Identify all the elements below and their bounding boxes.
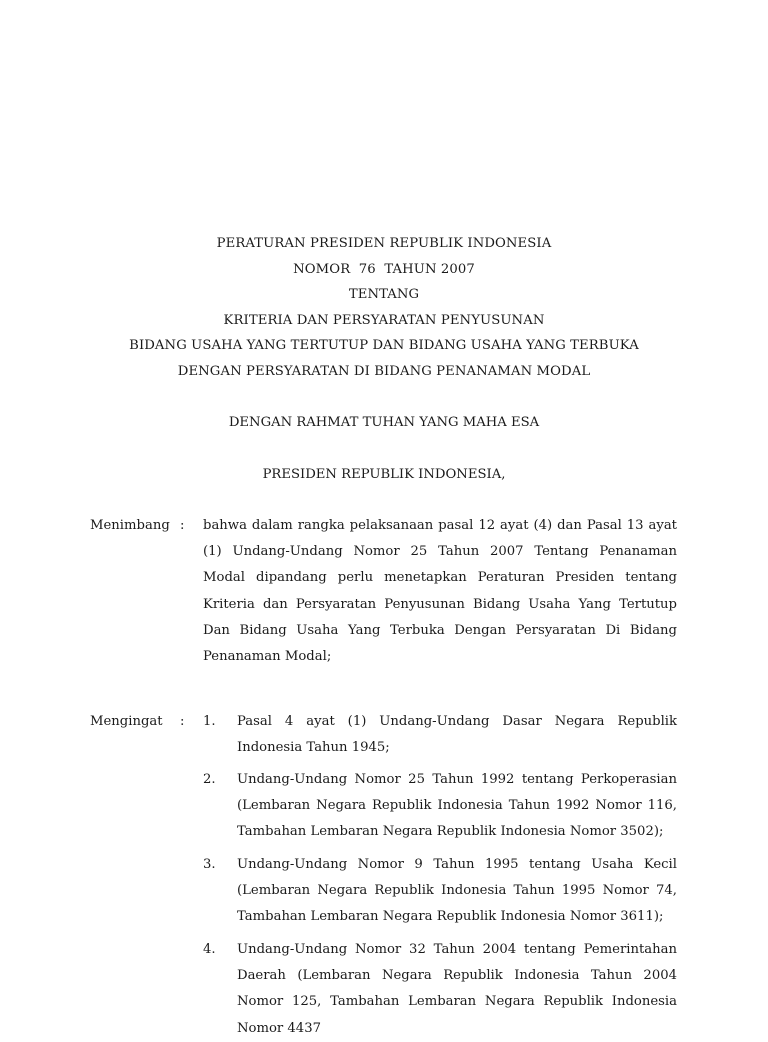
mengingat-item: [237, 852, 677, 931]
mengingat-item-line: Undang-Undang Nomor 32 Tahun 2004 tentang Pemerintahan: [237, 942, 677, 957]
mengingat-item-line: Nomor 4437: [237, 1020, 321, 1036]
menimbang-colon: :: [180, 518, 185, 533]
mengingat-item: [237, 709, 677, 761]
menimbang-label: Menimbang: [90, 518, 170, 533]
mengingat-item-line: (Lembaran Negara Republik Indonesia Tahun 1995 Nomor 74,: [237, 883, 677, 899]
mengingat-item: [237, 937, 677, 1036]
menimbang-line: Kriteria dan Persyaratan Penyusunan Bidang Usaha Yang Tertutup: [203, 596, 677, 612]
menimbang-line: Modal dipandang perlu menetapkan Peraturan Presiden tentang: [203, 570, 677, 586]
mengingat-item-line: Tambahan Lembaran Negara Republik Indonesia Nomor 3611);: [237, 909, 664, 925]
mengingat-item-line: Undang-Undang Nomor 25 Tahun 1992 tentang Perkoperasian: [237, 772, 677, 787]
mengingat-item-line: (Lembaran Negara Republik Indonesia Tahun 1992 Nomor 116,: [237, 798, 677, 814]
mengingat-colon: :: [180, 714, 185, 729]
mengingat-item-line: Nomor 125, Tambahan Lembaran Negara Republik Indonesia: [237, 994, 677, 1010]
mengingat-item-line: Pasal 4 ayat (1) Undang-Undang Dasar Negara Republik: [237, 714, 677, 729]
mengingat-item-line: Tambahan Lembaran Negara Republik Indonesia Nomor 3502);: [237, 824, 664, 840]
mengingat-item-number: 4.: [203, 942, 216, 957]
title-line-number: NOMOR 76 TAHUN 2007: [293, 261, 475, 277]
title-line-regulation: PERATURAN PRESIDEN REPUBLIK INDONESIA: [216, 236, 552, 251]
mengingat-item-number: 2.: [203, 772, 216, 787]
mengingat-item-line: Undang-Undang Nomor 9 Tahun 1995 tentang Usaha Kecil: [237, 857, 677, 872]
mengingat-item-number: 3.: [203, 857, 216, 872]
menimbang-paragraph: [203, 513, 677, 670]
menimbang-line: (1) Undang-Undang Nomor 25 Tahun 2007 Tentang Penanaman: [203, 544, 677, 560]
menimbang-line: Penanaman Modal;: [203, 648, 332, 664]
document-title-block: [0, 231, 768, 385]
title-line-subject-1: KRITERIA DAN PERSYARATAN PENYUSUNAN: [223, 312, 545, 328]
title-line-subject-2: BIDANG USAHA YANG TERTUTUP DAN BIDANG USAHA YANG TERBUKA: [129, 338, 639, 354]
menimbang-line: bahwa dalam rangka pelaksanaan pasal 12 ayat (4) dan Pasal 13 ayat: [203, 518, 677, 533]
mengingat-item: [237, 767, 677, 846]
mengingat-item-line: Daerah (Lembaran Negara Republik Indonesia Tahun 2004: [237, 968, 677, 984]
mengingat-item-number: 1.: [203, 714, 216, 729]
invocation-line: DENGAN RAHMAT TUHAN YANG MAHA ESA: [228, 415, 540, 430]
menimbang-line: Dan Bidang Usaha Yang Terbuka Dengan Persyaratan Di Bidang: [203, 622, 677, 638]
mengingat-item-line: Indonesia Tahun 1945;: [237, 740, 390, 756]
mengingat-label: Mengingat: [90, 714, 163, 729]
title-line-about: TENTANG: [348, 287, 420, 303]
issuer-line: PRESIDEN REPUBLIK INDONESIA,: [262, 467, 506, 482]
title-line-subject-3: DENGAN PERSYARATAN DI BIDANG PENANAMAN MODAL: [177, 363, 591, 379]
